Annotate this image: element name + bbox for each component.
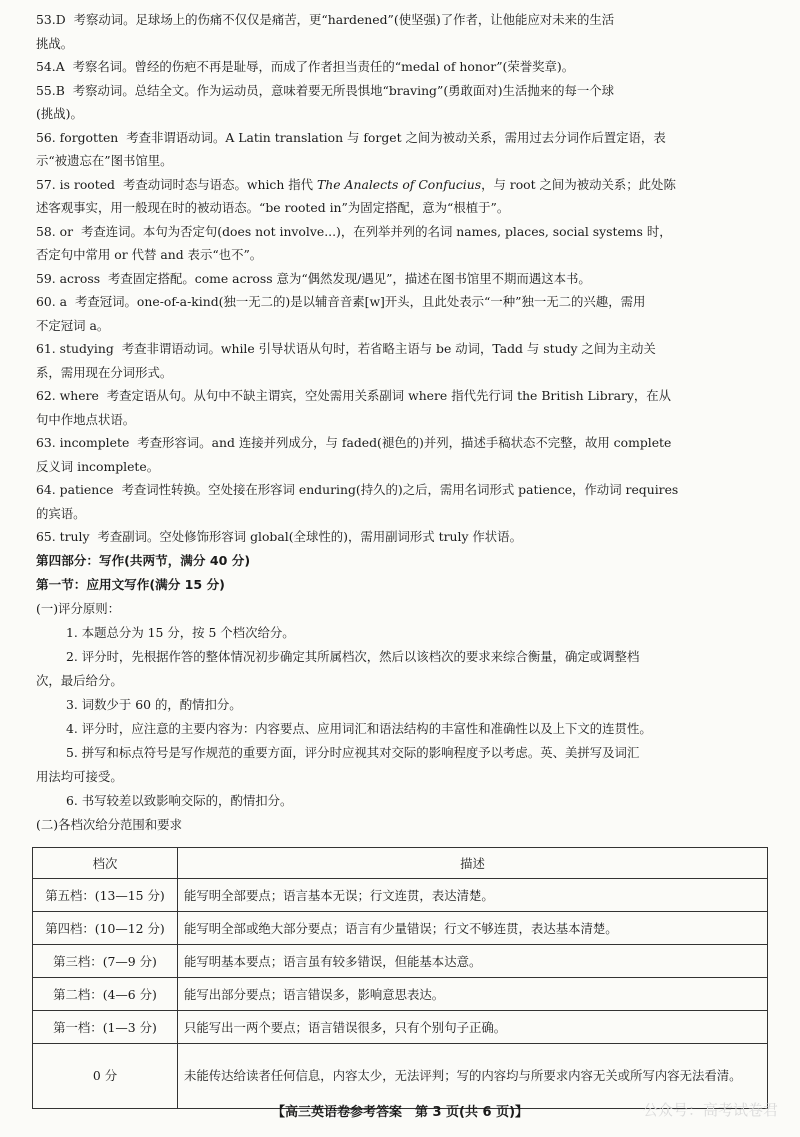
table-row bbox=[33, 978, 768, 1011]
part-four-heading: 第四部分：写作(共两节，满分 40 分) bbox=[36, 552, 251, 568]
table-row bbox=[33, 1011, 768, 1044]
rule-line: 6. 书写较差以致影响交际的，酌情扣分。 bbox=[66, 792, 293, 808]
rule-line: 3. 词数少于 60 的，酌情扣分。 bbox=[66, 696, 242, 712]
answer-number: 64. patience bbox=[36, 482, 114, 497]
answer-number: 60. a bbox=[36, 294, 68, 309]
table-row bbox=[33, 912, 768, 945]
answer-continuation: 挑战。 bbox=[36, 35, 74, 51]
answer-explanation: 考查形容词。and 连接并列成分，与 faded(褪色的)并列，描述手稿状态不完整，故用 complete bbox=[137, 435, 672, 450]
answer-number: 65. truly bbox=[36, 529, 90, 544]
answer-explanation: 考查词性转换。空处接在形容词 enduring(持久的)之后，需用名词形式 patience，作动词 requires bbox=[121, 482, 679, 497]
answer-explanation: 考察动词。足球场上的伤痛不仅仅是痛苦，更“hardened”(使坚强)了作者，让他能应对未来的生活 bbox=[73, 12, 615, 27]
answer-number: 62. where bbox=[36, 388, 99, 403]
answer-item bbox=[36, 478, 772, 502]
page-footer: 【高三英语卷参考答案 第 3 页(共 6 页)】 bbox=[271, 1105, 529, 1120]
rule-line: 2. 评分时，先根据作答的整体情况初步确定其所属档次，然后以该档次的要求来综合衡量，确定或调整档 bbox=[66, 648, 640, 664]
answer-number: 63. incomplete bbox=[36, 435, 130, 450]
description-cell: 能写出部分要点；语言错误多，影响意思表达。 bbox=[178, 978, 768, 1011]
answer-explanation: 考察名词。曾经的伤疤不再是耻辱，而成了作者担当责任的“medal of honor”(荣誉奖章)。 bbox=[72, 59, 575, 74]
answer-number: 58. or bbox=[36, 223, 74, 239]
level-cell: 第五档：(13—15 分) bbox=[33, 879, 178, 912]
answer-item bbox=[36, 267, 772, 291]
answer-number: 61. studying bbox=[36, 341, 114, 356]
answer-item bbox=[36, 8, 772, 32]
rule-line: 用法均可接受。 bbox=[36, 768, 123, 784]
watermark: 公众号：高考试卷君 bbox=[642, 1101, 778, 1119]
description-header: 描述 bbox=[178, 848, 768, 879]
answer-explanation: 考查连词。本句为否定句(does not involve...)，在列举并列的名词 names, places, social systems 时， bbox=[80, 223, 672, 239]
description-cell: 只能写出一两个要点；语言错误很多，只有个别句子正确。 bbox=[178, 1011, 768, 1044]
answer-number: 53.D bbox=[36, 12, 66, 27]
answer-explanation: ，与 root 之间为被动关系；此处陈 bbox=[481, 176, 676, 192]
answer-item bbox=[36, 431, 772, 455]
table-header-row bbox=[33, 848, 768, 879]
answer-explanation: 考查固定搭配。come across 意为“偶然发现/遇见”，描述在图书馆里不期而遇这本书。 bbox=[108, 270, 591, 286]
description-cell: 能写明基本要点；语言虽有较多错误，但能基本达意。 bbox=[178, 945, 768, 978]
answer-item bbox=[36, 337, 772, 361]
answer-continuation: 的宾语。 bbox=[36, 505, 86, 521]
answer-number: 56. forgotten bbox=[36, 129, 119, 145]
answer-item bbox=[36, 525, 772, 549]
answer-explanation: 考察动词。总结全文。作为运动员，意味着要无所畏惧地“braving”(勇敢面对)生活抛来的每一个球 bbox=[72, 82, 615, 98]
table-row bbox=[33, 945, 768, 978]
description-cell: 能写明全部或绝大部分要点；语言有少量错误；行文不够连贯，表达基本清楚。 bbox=[178, 912, 768, 945]
answer-item bbox=[36, 384, 772, 408]
description-cell: 能写明全部要点；语言基本无误；行文连贯，表达清楚。 bbox=[178, 879, 768, 912]
answer-number: 59. across bbox=[36, 270, 101, 286]
answer-number: 55.B bbox=[36, 82, 65, 98]
table-row bbox=[33, 879, 768, 912]
answer-explanation: 考查定语从句。从句中不缺主谓宾，空处需用关系副词 where 指代先行词 the British Library，在从 bbox=[106, 388, 672, 403]
answer-number: 54.A bbox=[36, 59, 65, 74]
rule-line: 4. 评分时，应注意的主要内容为：内容要点、应用词汇和语法结构的丰富性和准确性以及上下文的连贯性。 bbox=[66, 720, 652, 736]
answer-explanation: 考查副词。空处修饰形容词 global(全球性的)，需用副词形式 truly 作状语。 bbox=[97, 529, 522, 544]
answer-item bbox=[36, 79, 772, 103]
book-title: The Analects of Confucius bbox=[317, 176, 482, 192]
answer-item bbox=[36, 126, 772, 150]
description-cell: 未能传达给读者任何信息，内容太少，无法评判；写的内容均与所要求内容无关或所写内容无法看清。 bbox=[178, 1044, 768, 1109]
grading-table bbox=[32, 847, 768, 1109]
answer-item bbox=[36, 55, 772, 79]
level-cell: 0 分 bbox=[33, 1044, 178, 1109]
answer-list bbox=[36, 8, 772, 837]
principles-heading: (一)评分原则： bbox=[36, 600, 121, 616]
answer-continuation: 示“被遗忘在”图书馆里。 bbox=[36, 153, 173, 168]
answer-continuation: 述客观事实，用一般现在时的被动语态。“be rooted in”为固定搭配，意为“根植于”。 bbox=[36, 200, 510, 215]
answer-continuation: 否定句中常用 or 代替 and 表示“也不”。 bbox=[36, 247, 263, 262]
level-cell: 第一档：(1—3 分) bbox=[33, 1011, 178, 1044]
level-cell: 第四档：(10—12 分) bbox=[33, 912, 178, 945]
answer-explanation: 考查动词时态与语态。which 指代 bbox=[122, 176, 317, 192]
answer-continuation: (挑战)。 bbox=[36, 106, 83, 121]
rule-line: 5. 拼写和标点符号是写作规范的重要方面，评分时应视其对交际的影响程度予以考虑。英、美拼写及词汇 bbox=[66, 744, 640, 760]
answer-explanation: 考查冠词。one-of-a-kind(独一无二的)是以辅音音素[w]开头，且此处表示“一种”独一无二的兴趣，需用 bbox=[74, 294, 646, 309]
answer-continuation: 反义词 incomplete。 bbox=[36, 458, 160, 474]
answer-item bbox=[36, 173, 772, 197]
answer-continuation: 句中作地点状语。 bbox=[36, 411, 136, 427]
answer-explanation: 考查非谓语动词。while 引导状语从句时，若省略主语与 be 动词，Tadd 与 study 之间为主动关 bbox=[121, 341, 656, 356]
section-one-heading: 第一节：应用文写作(满分 15 分) bbox=[36, 576, 225, 592]
level-header: 档次 bbox=[33, 848, 178, 879]
level-cell: 第二档：(4—6 分) bbox=[33, 978, 178, 1011]
answer-explanation: 考查非谓语动词。A Latin translation 与 forget 之间为被动关系，需用过去分词作后置定语，表 bbox=[126, 129, 666, 145]
rule-line: 1. 本题总分为 15 分，按 5 个档次给分。 bbox=[66, 624, 295, 640]
rule-line: 次，最后给分。 bbox=[36, 672, 123, 688]
ranges-heading: (二)各档次给分范围和要求 bbox=[36, 816, 182, 832]
level-cell: 第三档：(7—9 分) bbox=[33, 945, 178, 978]
answer-item bbox=[36, 220, 772, 244]
answer-number: 57. is rooted bbox=[36, 176, 115, 192]
answer-continuation: 系，需用现在分词形式。 bbox=[36, 364, 173, 380]
answer-item bbox=[36, 290, 772, 314]
answer-continuation: 不定冠词 a。 bbox=[36, 317, 110, 333]
